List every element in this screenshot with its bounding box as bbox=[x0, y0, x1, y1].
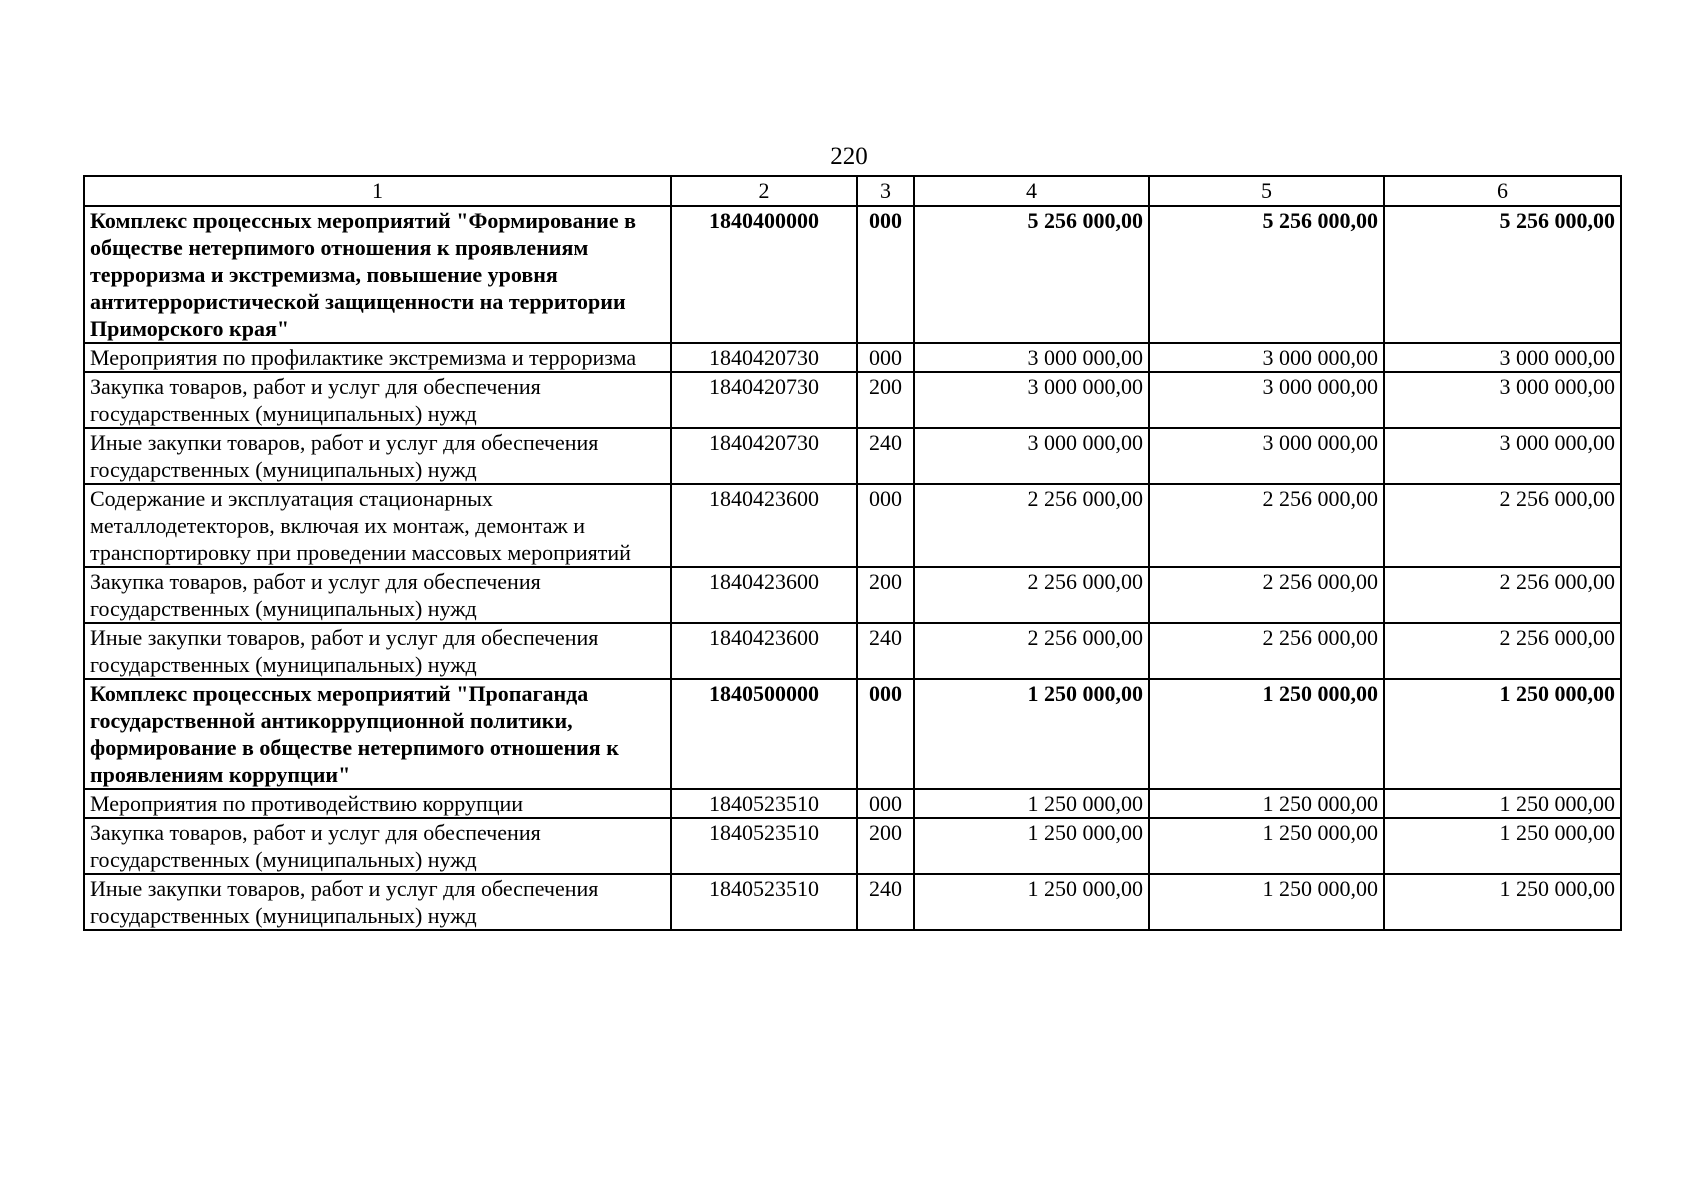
column-header-3: 3 bbox=[857, 176, 914, 206]
row-sum-col4-cell: 2 256 000,00 bbox=[914, 567, 1149, 623]
row-type-cell: 240 bbox=[857, 623, 914, 679]
table-row bbox=[84, 206, 1621, 343]
row-code-cell: 1840420730 bbox=[671, 428, 857, 484]
row-name-cell: Мероприятия по профилактике экстремизма и терроризма bbox=[84, 343, 671, 372]
table-row bbox=[84, 874, 1621, 930]
row-sum-col4-cell: 1 250 000,00 bbox=[914, 789, 1149, 818]
column-header-4: 4 bbox=[914, 176, 1149, 206]
row-code-cell: 1840420730 bbox=[671, 343, 857, 372]
row-name-cell: Иные закупки товаров, работ и услуг для обеспечения государственных (муниципальных) нужд bbox=[84, 428, 671, 484]
row-sum-col4-cell: 1 250 000,00 bbox=[914, 818, 1149, 874]
row-name-cell: Иные закупки товаров, работ и услуг для обеспечения государственных (муниципальных) нужд bbox=[84, 623, 671, 679]
row-name-cell: Закупка товаров, работ и услуг для обеспечения государственных (муниципальных) нужд bbox=[84, 818, 671, 874]
table-row bbox=[84, 679, 1621, 789]
column-header-6: 6 bbox=[1384, 176, 1621, 206]
row-type-cell: 200 bbox=[857, 372, 914, 428]
row-type-cell: 200 bbox=[857, 567, 914, 623]
row-code-cell: 1840423600 bbox=[671, 567, 857, 623]
column-header-1: 1 bbox=[84, 176, 671, 206]
row-type-cell: 200 bbox=[857, 818, 914, 874]
row-code-cell: 1840423600 bbox=[671, 484, 857, 567]
row-type-cell: 000 bbox=[857, 206, 914, 343]
row-sum-col6-cell: 1 250 000,00 bbox=[1384, 679, 1621, 789]
row-sum-col4-cell: 1 250 000,00 bbox=[914, 679, 1149, 789]
row-type-cell: 240 bbox=[857, 428, 914, 484]
row-name-cell: Комплекс процессных мероприятий "Формирование в обществе нетерпимого отношения к проявлениям терроризма и экстремизма, повышение уровня антитеррористической защищенности на территории Приморского края" bbox=[84, 206, 671, 343]
row-sum-col6-cell: 2 256 000,00 bbox=[1384, 484, 1621, 567]
row-sum-col6-cell: 3 000 000,00 bbox=[1384, 343, 1621, 372]
column-header-5: 5 bbox=[1149, 176, 1384, 206]
table-row bbox=[84, 567, 1621, 623]
row-sum-col5-cell: 3 000 000,00 bbox=[1149, 343, 1384, 372]
row-code-cell: 1840523510 bbox=[671, 789, 857, 818]
table-row bbox=[84, 343, 1621, 372]
row-name-cell: Комплекс процессных мероприятий "Пропаганда государственной антикоррупционной политики, формирование в обществе нетерпимого отношения к проявлениям коррупции" bbox=[84, 679, 671, 789]
row-sum-col4-cell: 1 250 000,00 bbox=[914, 874, 1149, 930]
row-type-cell: 000 bbox=[857, 484, 914, 567]
row-sum-col6-cell: 2 256 000,00 bbox=[1384, 623, 1621, 679]
row-code-cell: 1840420730 bbox=[671, 372, 857, 428]
table-header-row bbox=[84, 176, 1621, 206]
row-sum-col5-cell: 1 250 000,00 bbox=[1149, 818, 1384, 874]
row-code-cell: 1840500000 bbox=[671, 679, 857, 789]
row-sum-col5-cell: 2 256 000,00 bbox=[1149, 484, 1384, 567]
row-name-cell: Закупка товаров, работ и услуг для обеспечения государственных (муниципальных) нужд bbox=[84, 372, 671, 428]
row-sum-col5-cell: 1 250 000,00 bbox=[1149, 874, 1384, 930]
row-sum-col5-cell: 2 256 000,00 bbox=[1149, 567, 1384, 623]
row-sum-col5-cell: 2 256 000,00 bbox=[1149, 623, 1384, 679]
row-sum-col5-cell: 1 250 000,00 bbox=[1149, 789, 1384, 818]
row-code-cell: 1840400000 bbox=[671, 206, 857, 343]
row-type-cell: 000 bbox=[857, 679, 914, 789]
row-name-cell: Содержание и эксплуатация стационарных металлодетекторов, включая их монтаж, демонтаж и транспортировку при проведении массовых мероприятий bbox=[84, 484, 671, 567]
table-row bbox=[84, 818, 1621, 874]
row-sum-col6-cell: 1 250 000,00 bbox=[1384, 789, 1621, 818]
row-code-cell: 1840423600 bbox=[671, 623, 857, 679]
table-row bbox=[84, 428, 1621, 484]
row-type-cell: 000 bbox=[857, 343, 914, 372]
row-sum-col4-cell: 3 000 000,00 bbox=[914, 343, 1149, 372]
row-sum-col5-cell: 5 256 000,00 bbox=[1149, 206, 1384, 343]
budget-table bbox=[83, 175, 1622, 931]
row-sum-col4-cell: 5 256 000,00 bbox=[914, 206, 1149, 343]
row-sum-col6-cell: 3 000 000,00 bbox=[1384, 428, 1621, 484]
row-sum-col6-cell: 5 256 000,00 bbox=[1384, 206, 1621, 343]
row-type-cell: 240 bbox=[857, 874, 914, 930]
row-sum-col6-cell: 1 250 000,00 bbox=[1384, 874, 1621, 930]
row-code-cell: 1840523510 bbox=[671, 818, 857, 874]
row-sum-col4-cell: 3 000 000,00 bbox=[914, 428, 1149, 484]
row-sum-col4-cell: 3 000 000,00 bbox=[914, 372, 1149, 428]
table-body bbox=[84, 206, 1621, 930]
page-number: 220 bbox=[830, 143, 868, 170]
table-row bbox=[84, 484, 1621, 567]
table-row bbox=[84, 789, 1621, 818]
row-name-cell: Мероприятия по противодействию коррупции bbox=[84, 789, 671, 818]
row-sum-col5-cell: 1 250 000,00 bbox=[1149, 679, 1384, 789]
row-name-cell: Иные закупки товаров, работ и услуг для обеспечения государственных (муниципальных) нужд bbox=[84, 874, 671, 930]
table-row bbox=[84, 372, 1621, 428]
row-sum-col5-cell: 3 000 000,00 bbox=[1149, 428, 1384, 484]
row-type-cell: 000 bbox=[857, 789, 914, 818]
row-sum-col6-cell: 2 256 000,00 bbox=[1384, 567, 1621, 623]
row-sum-col4-cell: 2 256 000,00 bbox=[914, 484, 1149, 567]
row-sum-col5-cell: 3 000 000,00 bbox=[1149, 372, 1384, 428]
row-name-cell: Закупка товаров, работ и услуг для обеспечения государственных (муниципальных) нужд bbox=[84, 567, 671, 623]
row-sum-col6-cell: 1 250 000,00 bbox=[1384, 818, 1621, 874]
row-code-cell: 1840523510 bbox=[671, 874, 857, 930]
table-row bbox=[84, 623, 1621, 679]
column-header-2: 2 bbox=[671, 176, 857, 206]
row-sum-col4-cell: 2 256 000,00 bbox=[914, 623, 1149, 679]
row-sum-col6-cell: 3 000 000,00 bbox=[1384, 372, 1621, 428]
